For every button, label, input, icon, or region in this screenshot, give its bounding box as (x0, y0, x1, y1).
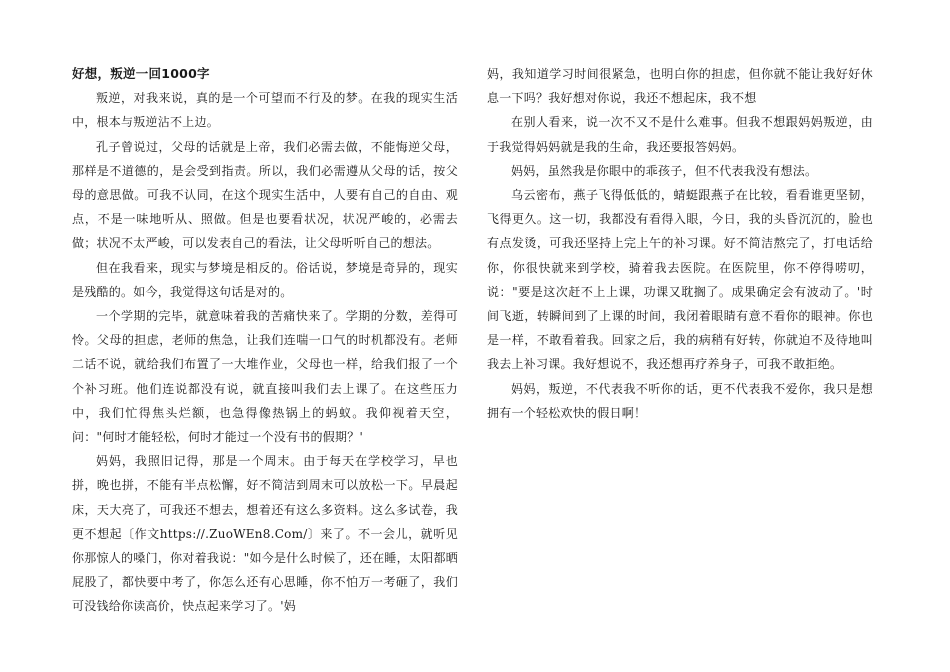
left-column (72, 62, 458, 619)
paragraph: 孔子曾说过，父母的话就是上帝，我们必需去做，不能悔逆父母，那样是不道德的，是会受到指责。所以，我们必需遵从父母的话，按父母的意思做。可我不认同，在这个现实生活中，人要有自己的自由、观点，不是一味地听从、照做。但是也要看状况，状况严峻的，必需去做；状况不太严峻，可以发表自己的看法，让父母听听自己的想法。 (72, 139, 458, 251)
paragraph: 但在我看来，现实与梦境是相反的。俗话说，梦境是奇异的，现实是残酷的。如今，我觉得这句话是对的。 (72, 260, 458, 299)
paragraph: 妈妈，我照旧记得，那是一个周末。由于每天在学校学习，早也拼，晚也拼，不能有半点松懈，好不简洁到周末可以放松一下。早晨起床，天大亮了，可我还不想去，想着还有这么多资料。这么多试卷，我更不想起〔作文https://.ZuoWEn8.Com/〕来了。不一会儿，就听见你那惊人的嗓门，你对着我说："如今是什么时候了，还在睡，太阳都晒屁股了，都快要中考了，你怎么还有心思睡，你不怕万一考砸了，我们可没钱给你读高价，快点起来学习了。'妈 (72, 454, 458, 614)
paragraph: 一个学期的完毕，就意味着我的苦痛快来了。学期的分数，差得可怜。父母的担虑，老师的焦急，让我们连喘一口气的时机都没有。老师二话不说，就给我们布置了一大堆作业，父母也一样，给我们报了一个个补习班。他们连说都没有说，就直接叫我们去上课了。在这些压力中，我们忙得焦头烂额，也急得像热锅上的蚂蚁。我仰视着天空，问："何时才能轻松，何时才能过一个没有书的假期？' (72, 309, 458, 445)
paragraph-continuation: 妈，我知道学习时间很紧急，也明白你的担虑，但你就不能让我好好休息一下吗？我好想对你说，我还不想起床，我不想 (487, 67, 873, 106)
paragraph: 妈妈，叛逆，不代表我不听你的话，更不代表我不爱你，我只是想拥有一个轻松欢快的假日啊！ (487, 381, 873, 420)
paragraph: 乌云密布，燕子飞得低低的，蜻蜓跟燕子在比较，看看谁更坚韧，飞得更久。这一切，我都没有看得入眼，今日，我的头昏沉沉的，脸也有点发烫，可我还坚持上完上午的补习课。好不简洁熬完了，打电话给你，你很快就来到学校，骑着我去医院。在医院里，你不停得唠叨，说："要是这次赶不上上课，功课又耽搁了。成果确定会有波动了。'时间飞逝，转瞬间到了上课的时间，我闭着眼睛有意不看你的眼神。你也是一样，不敢看着我。回家之后，我的病稍有好转，你就迫不及待地叫我去上补习课。我好想说不，我还想再疗养身子，可我不敢拒绝。 (487, 188, 873, 372)
essay-title: 好想，叛逆一回1000字 (72, 66, 210, 81)
right-column (487, 62, 873, 425)
paragraph: 妈妈，虽然我是你眼中的乖孩子，但不代表我没有想法。 (511, 163, 818, 178)
paragraph: 叛逆，对我来说，真的是一个可望而不行及的梦。在我的现实生活中，根本与叛逆沾不上边。 (72, 91, 458, 130)
paragraph: 在别人看来，说一次不又不是什么难事。但我不想跟妈妈叛逆，由于我觉得妈妈就是我的生命，我还要报答妈妈。 (487, 115, 873, 154)
